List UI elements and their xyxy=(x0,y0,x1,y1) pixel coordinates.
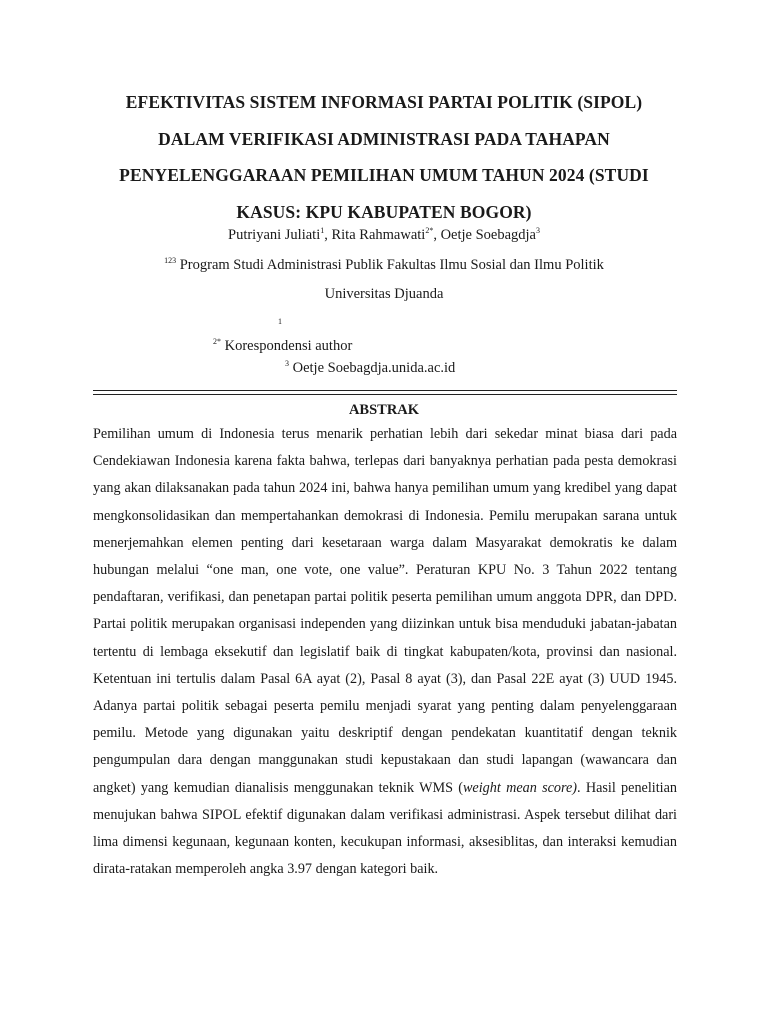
abstract-text: . Hasil penelitian menujukan bahwa SIPOL efektif digunakan dalam verifikasi administrasi. Aspek tersebut dilihat dari lima dimensi kegunaan, kegunaan konten, kecukupan informasi, aksesiblitas, dan interaksi kemudian dirata-ratakan memperoleh angka 3.97 dengan kategori baik. xyxy=(93,779,677,878)
title-line: EFEKTIVITAS SISTEM INFORMASI PARTAI POLITIK (SIPOL) xyxy=(125,92,643,112)
correspondence-note xyxy=(213,338,352,355)
divider-line xyxy=(93,390,677,391)
author-separator: , xyxy=(324,227,332,243)
affiliation-superscript: 123 xyxy=(164,256,177,265)
author-list xyxy=(90,227,678,244)
author-email xyxy=(285,360,455,377)
affiliation-text: Program Studi Administrasi Publik Fakultas Ilmu Sosial dan Ilmu Politik xyxy=(176,257,604,273)
abstract-italic-term: weight mean score) xyxy=(462,779,578,796)
author-superscript: 3 xyxy=(536,226,540,235)
author-separator: , xyxy=(433,227,441,243)
author-name: Rita Rahmawati xyxy=(331,227,426,243)
author-superscript: 1 xyxy=(320,226,325,235)
email-text: Oetje Soebagdja.unida.ac.id xyxy=(289,360,456,376)
affiliation-line xyxy=(90,257,678,274)
paper-title xyxy=(90,84,678,230)
abstract-text: Pemilihan umum di Indonesia terus menarik perhatian lebih dari sekedar minat biasa dari pada Cendekiawan Indonesia karena fakta bahwa, terlepas dari banyaknya perhatian pada pesta demokrasi yang akan dilaksanakan pada tahun 2024 ini, bahwa hanya pemilihan umum yang kredibel yang dapat mengkonsolidasikan dan mempertahankan demokrasi di Indonesia. Pemilu merupakan sarana untuk menerjemahkan elemen penting dari kesetaraan warga dalam Masyarakat demokratis ke dalam hubungan melalui “one man, one vote, one value”. Peraturan KPU No. 3 Tahun 2022 tentang pendaftaran, verifikasi, dan penetapan partai politik peserta pemilihan umum anggota DPR, dan DPD. Partai politik merupakan organisasi independen yang diizinkan untuk bisa menduduki jabatan-jabatan tertentu di lembaga eksekutif dan legislatif baik di tingkat kabupaten/kota, provinsi dan nasional. Ketentuan ini tertulis dalam Pasal 6A ayat (2), Pasal 8 ayat (3), dan Pasal 22E ayat (3) UUD 1945. Adanya partai politik sebagai peserta pemilu menjadi syarat yang penting dalam penyelenggaraan pemilu. Metode yang digunakan yaitu deskriptif dengan pendekatan kuantitatif dengan teknik pengumpulan dara dengan manggunakan studi kepustakaan dan studi lapangan (wawancara dan angket) yang kemudian dianalisis menggunakan teknik WMS ( xyxy=(93,426,677,796)
email-superscript: 3 xyxy=(285,359,289,368)
divider-line xyxy=(93,394,677,395)
footnote-marker: 1 xyxy=(278,317,282,326)
author-superscript: 2* xyxy=(425,226,434,235)
correspondence-text: Korespondensi author xyxy=(221,338,353,354)
title-line: DALAM VERIFIKASI ADMINISTRASI PADA TAHAPAN xyxy=(158,128,610,149)
abstract-heading: ABSTRAK xyxy=(348,402,420,418)
affiliation-university: Universitas Djuanda xyxy=(324,286,444,302)
abstract-body xyxy=(93,421,677,883)
title-line: KASUS: KPU KABUPATEN BOGOR) xyxy=(236,201,532,222)
author-name: Oetje Soebagdja xyxy=(440,227,536,243)
author-name: Putriyani Juliati xyxy=(228,227,321,243)
correspondence-superscript: 2* xyxy=(213,337,221,346)
abstract-paragraph xyxy=(93,421,677,883)
title-line: PENYELENGGARAAN PEMILIHAN UMUM TAHUN 2024 (STUDI xyxy=(119,165,649,185)
